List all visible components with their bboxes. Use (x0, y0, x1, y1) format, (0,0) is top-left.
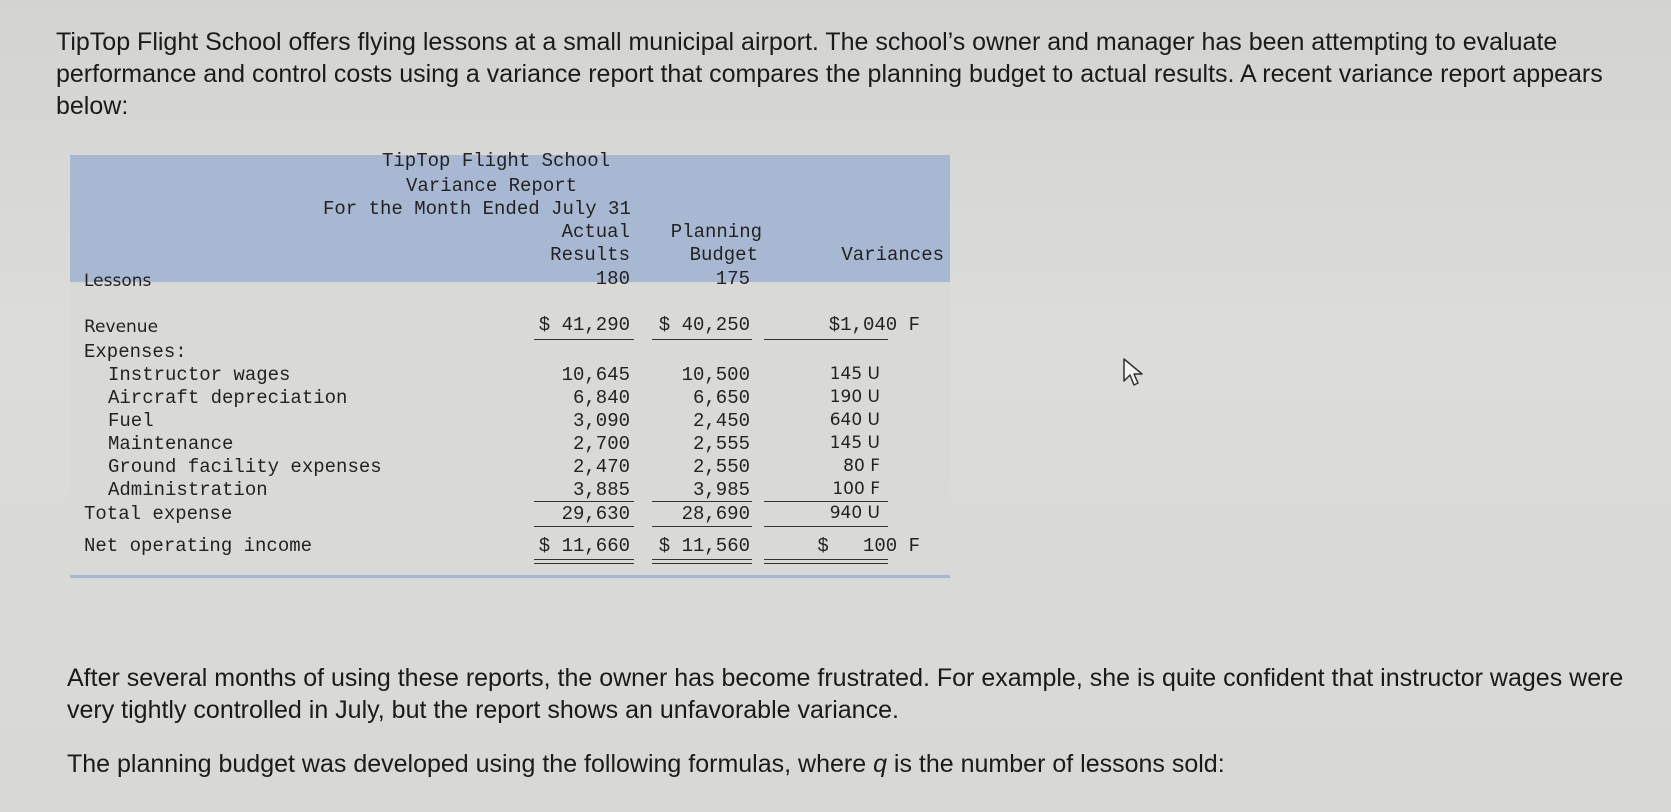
noi-label: Net operating income (84, 535, 313, 557)
expense-planning-aircraft-depreciation: 6,650 (692, 387, 750, 409)
intro-paragraph: TipTop Flight School offers flying lessons at a small municipal airport. The school’s owner and manager has been attempting to evaluate performance and control costs using a variance report that compares the planning budget to actual results. A recent variance report appears below: (56, 28, 1603, 120)
expenses-label: Expenses: (84, 341, 187, 363)
variance-report (70, 150, 950, 615)
noi-double-rule-actual (534, 559, 634, 564)
total-rule-actual (534, 526, 634, 527)
expense-label-instructor-wages: Instructor wages (108, 364, 291, 386)
report-subtitle: Variance Report (406, 175, 578, 197)
admin-rule-variance (764, 501, 888, 502)
expense-variance-maintenance: 145 U (829, 433, 880, 453)
lessons-planning: 175 (715, 268, 750, 290)
total-expense-variance: 940 U (829, 503, 880, 523)
admin-rule-planning (652, 501, 752, 502)
revenue-variance: $1,040 F (828, 314, 920, 336)
total-expense-actual: 29,630 (561, 503, 630, 525)
report-title: TipTop Flight School (382, 150, 611, 172)
expense-variance-instructor-wages: 145 U (829, 364, 880, 384)
formula-intro-suffix: is the number of lessons sold: (886, 750, 1225, 778)
expense-actual-maintenance: 2,700 (572, 433, 630, 455)
mouse-cursor-icon (1122, 357, 1148, 389)
expense-actual-ground-facility: 2,470 (572, 456, 630, 478)
expense-actual-fuel: 3,090 (572, 410, 630, 432)
admin-rule-actual (534, 501, 634, 502)
expense-label-fuel: Fuel (108, 410, 154, 432)
col-header-planning-1: Planning (670, 221, 762, 243)
noi-actual: $ 11,660 (538, 535, 630, 557)
revenue-actual: $ 41,290 (538, 314, 630, 336)
expense-variance-aircraft-depreciation: 190 U (829, 387, 880, 407)
noi-double-rule-planning (652, 559, 752, 564)
expense-actual-aircraft-depreciation: 6,840 (572, 387, 630, 409)
revenue-rule-variance (764, 339, 888, 340)
after-paragraph: After several months of using these reports, the owner has become frustrated. For example, she is quite confident that instructor wages were very tightly controlled in July, but the report shows an unfavorable variance. (67, 664, 1624, 724)
expense-planning-administration: 3,985 (692, 479, 750, 501)
revenue-planning: $ 40,250 (658, 314, 750, 336)
expense-label-aircraft-depreciation: Aircraft depreciation (108, 387, 348, 409)
total-expense-label: Total expense (84, 503, 233, 525)
revenue-rule-actual (534, 339, 634, 340)
noi-variance: $ 100 F (817, 535, 920, 557)
expense-label-ground-facility: Ground facility expenses (108, 456, 382, 478)
formula-intro-paragraph (67, 748, 1627, 780)
noi-planning: $ 11,560 (658, 535, 750, 557)
noi-double-rule-variance (764, 559, 888, 564)
expense-variance-fuel: 640 U (829, 410, 880, 430)
col-header-planning-2: Budget (689, 244, 758, 266)
expense-actual-instructor-wages: 10,645 (561, 364, 630, 386)
expense-planning-instructor-wages: 10,500 (681, 364, 750, 386)
expense-variance-ground-facility: 80 F (843, 456, 880, 476)
col-header-actual-2: Results (550, 244, 630, 266)
expense-variance-administration: 100 F (832, 479, 880, 499)
total-rule-variance (764, 526, 888, 527)
lessons-label: Lessons (84, 271, 152, 291)
expense-planning-ground-facility: 2,550 (692, 456, 750, 478)
formula-variable-q: q (873, 750, 887, 778)
report-period: For the Month Ended July 31 (323, 198, 631, 220)
col-header-actual-1: Actual (561, 221, 630, 243)
expense-label-maintenance: Maintenance (108, 433, 234, 455)
revenue-rule-planning (652, 339, 752, 340)
expense-actual-administration: 3,885 (572, 479, 630, 501)
col-header-variances: Variances (841, 244, 944, 266)
formula-intro-prefix: The planning budget was developed using the following formulas, where (67, 750, 874, 778)
report-bottom-rule (70, 575, 950, 578)
total-expense-planning: 28,690 (681, 503, 750, 525)
lessons-actual: 180 (595, 268, 630, 290)
expense-planning-fuel: 2,450 (692, 410, 750, 432)
total-rule-planning (652, 526, 752, 527)
expense-label-administration: Administration (108, 479, 268, 501)
expense-planning-maintenance: 2,555 (692, 433, 750, 455)
revenue-label: Revenue (84, 317, 159, 337)
